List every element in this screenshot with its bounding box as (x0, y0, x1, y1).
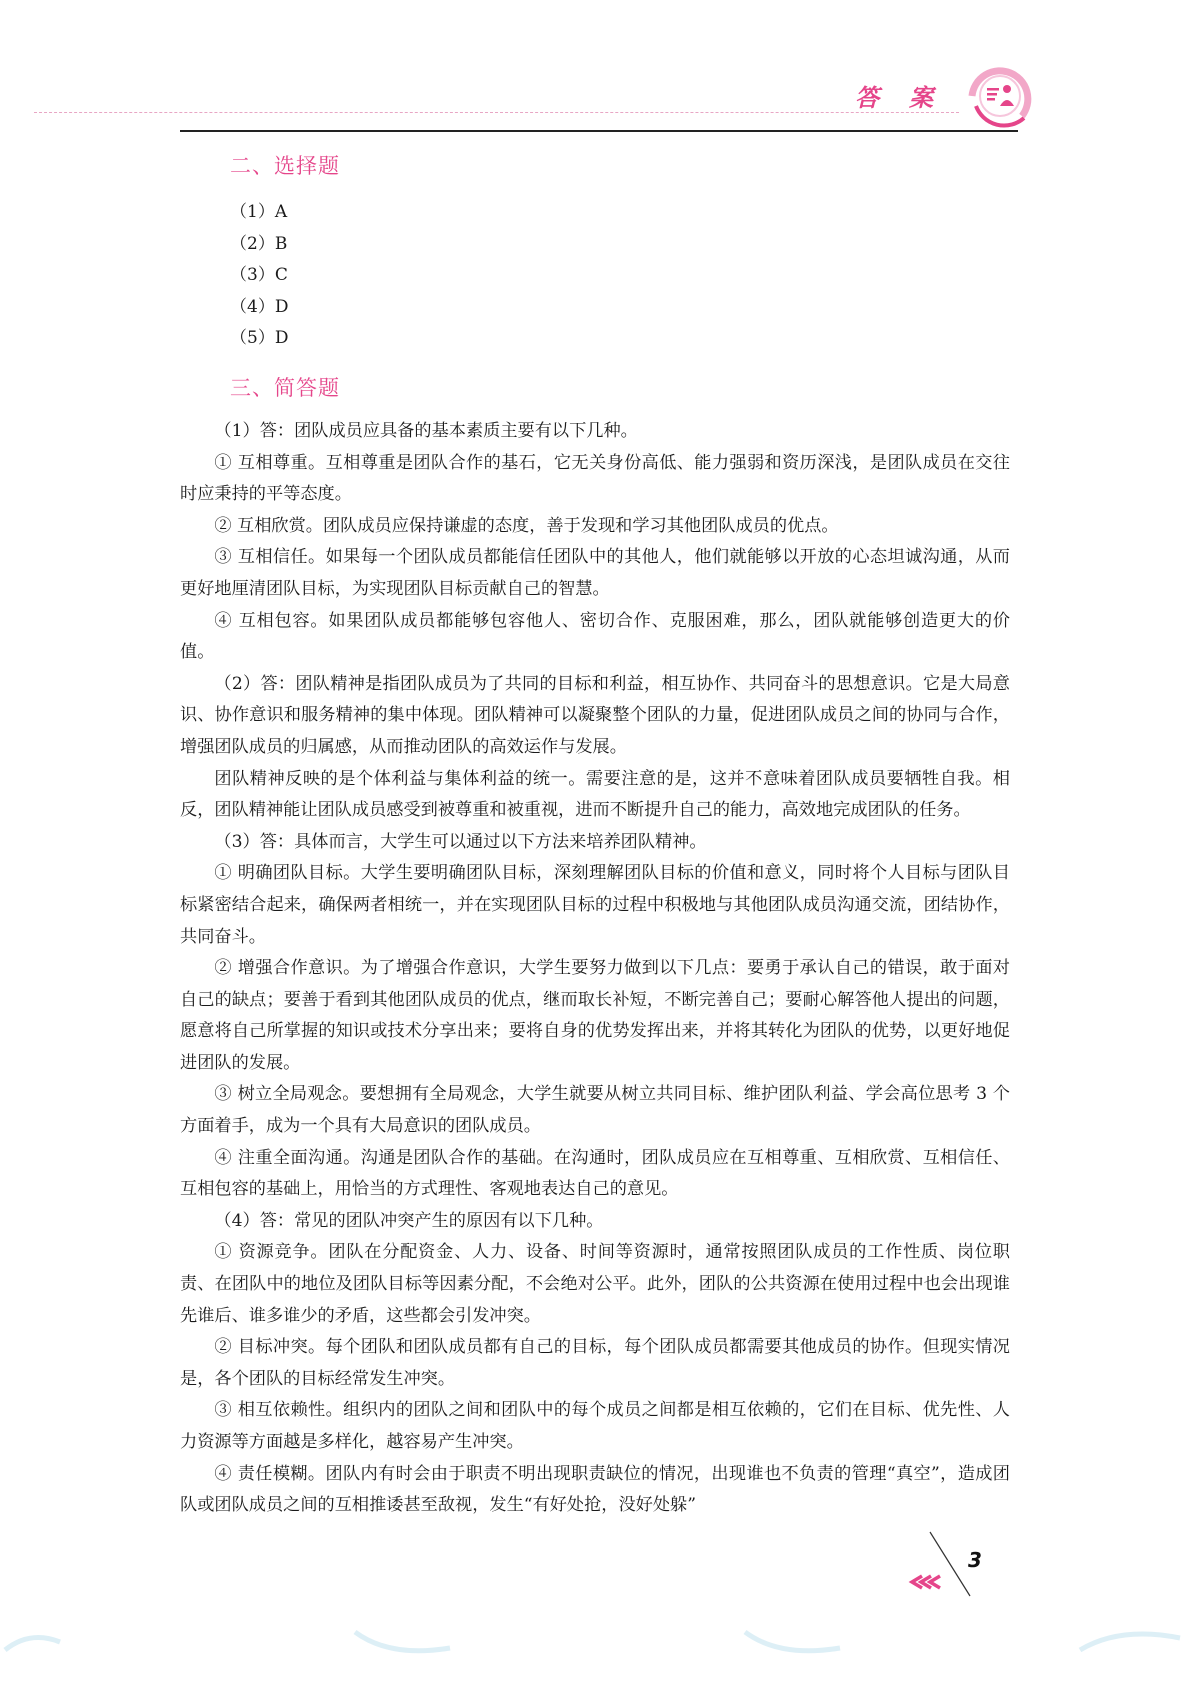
header-dashed-line (34, 112, 959, 113)
paragraph: ① 互相尊重。互相尊重是团队合作的基石，它无关身份高低、能力强弱和资历深浅，是团队成员在交往时应秉持的平等态度。 (180, 452, 1010, 505)
list-item: （3）C (230, 265, 288, 285)
list-item: （5）D (230, 328, 289, 348)
paragraph: ③ 互相信任。如果每一个团队成员都能信任团队中的其他人，他们就能够以开放的心态坦诚沟通，从而更好地厘清团队目标，为实现团队目标贡献自己的智慧。 (180, 547, 1010, 599)
list-item: （1）A (230, 202, 288, 222)
section-heading-short-answer: 三、简答题 (230, 376, 340, 400)
header-rule (180, 130, 1018, 132)
paragraph: ④ 互相包容。如果团队成员都能够包容他人、密切合作、克服困难，那么，团队就能够创造更大的价值。 (180, 610, 1010, 663)
short-answer-body (180, 416, 1010, 1522)
paragraph: ② 增强合作意识。为了增强合作意识，大学生要努力做到以下几点：要勇于承认自己的错误，敢于面对自己的缺点；要善于看到其他团队成员的优点，继而取长补短，不断完善自己；要耐心解答他人提出的问题，愿意将自己所掌握的知识或技术分享出来；要将自身的优势发挥出来，并将其转化为团队的优势，以更好地促进团队的发展。 (180, 958, 1010, 1073)
page-number: 3 (968, 1548, 982, 1572)
paragraph: （1）答：团队成员应具备的基本素质主要有以下几种。 (214, 421, 638, 441)
paragraph: ① 明确团队目标。大学生要明确团队目标，深刻理解团队目标的价值和意义，同时将个人目标与团队目标紧密结合起来，确保两者相统一，并在实现团队目标的过程中积极地与其他团队成员沟通交流，团结协作，共同奋斗。 (180, 863, 1010, 947)
paragraph: 团队精神反映的是个体利益与集体利益的统一。需要注意的是，这并不意味着团队成员要牺牲自我。相反，团队精神能让团队成员感受到被尊重和被重视，进而不断提升自己的能力，高效地完成团队的任务。 (180, 768, 1010, 821)
paragraph: （3）答：具体而言，大学生可以通过以下方法来培养团队精神。 (214, 831, 707, 852)
paragraph: ④ 责任模糊。团队内有时会由于职责不明出现职责缺位的情况，出现谁也不负责的管理“真空”，造成团队或团队成员之间的互相推诿甚至敌视，发生“有好处抢，没好处躲” (180, 1463, 1010, 1516)
paragraph: ③ 树立全局观念。要想拥有全局观念，大学生就要从树立共同目标、维护团队利益、学会高位思考 3 个方面着手，成为一个具有大局意识的团队成员。 (180, 1084, 1010, 1137)
section-heading-choice: 二、选择题 (230, 154, 340, 178)
paragraph: （4）答：常见的团队冲突产生的原因有以下几种。 (214, 1210, 604, 1231)
paragraph: ④ 注重全面沟通。沟通是团队合作的基础。在沟通时，团队成员应在互相尊重、互相欣赏、互相信任、互相包容的基础上，用恰当的方式理性、客观地表达自己的意见。 (180, 1147, 1010, 1200)
list-item: （2）B (230, 233, 288, 254)
paragraph: ② 目标冲突。每个团队和团队成员都有自己的目标，每个团队成员都需要其他成员的协作。但现实情况是，各个团队的目标经常发生冲突。 (180, 1337, 1010, 1389)
paragraph: （2）答：团队精神是指团队成员为了共同的目标和利益，相互协作、共同奋斗的思想意识。它是大局意识、协作意识和服务精神的集中体现。团队精神可以凝聚整个团队的力量，促进团队成员之间的协同与合作，增强团队成员的归属感，从而推动团队的高效运作与发展。 (180, 673, 1010, 757)
paragraph: ① 资源竞争。团队在分配资金、人力、设备、时间等资源时，通常按照团队成员的工作性质、岗位职责、在团队中的地位及团队目标等因素分配，不会绝对公平。此外，团队的公共资源在使用过程中也会出现谁先谁后、谁多谁少的矛盾，这些都会引发冲突。 (180, 1242, 1010, 1326)
answer-badge-icon (962, 60, 1040, 132)
watermark-icon (740, 1620, 860, 1660)
watermark-icon (350, 1620, 470, 1660)
list-item: （4）D (230, 296, 289, 317)
header-title: 答案 (855, 84, 963, 112)
paragraph: ③ 相互依赖性。组织内的团队之间和团队中的每个成员之间都是相互依赖的，它们在目标、优先性、人力资源等方面越是多样化，越容易产生冲突。 (180, 1400, 1010, 1452)
watermark-icon (1070, 1620, 1190, 1660)
watermark-icon (0, 1620, 120, 1660)
choice-answer-list (230, 197, 288, 355)
paragraph: ② 互相欣赏。团队成员应保持谦虚的态度，善于发现和学习其他团队成员的优点。 (214, 515, 839, 536)
